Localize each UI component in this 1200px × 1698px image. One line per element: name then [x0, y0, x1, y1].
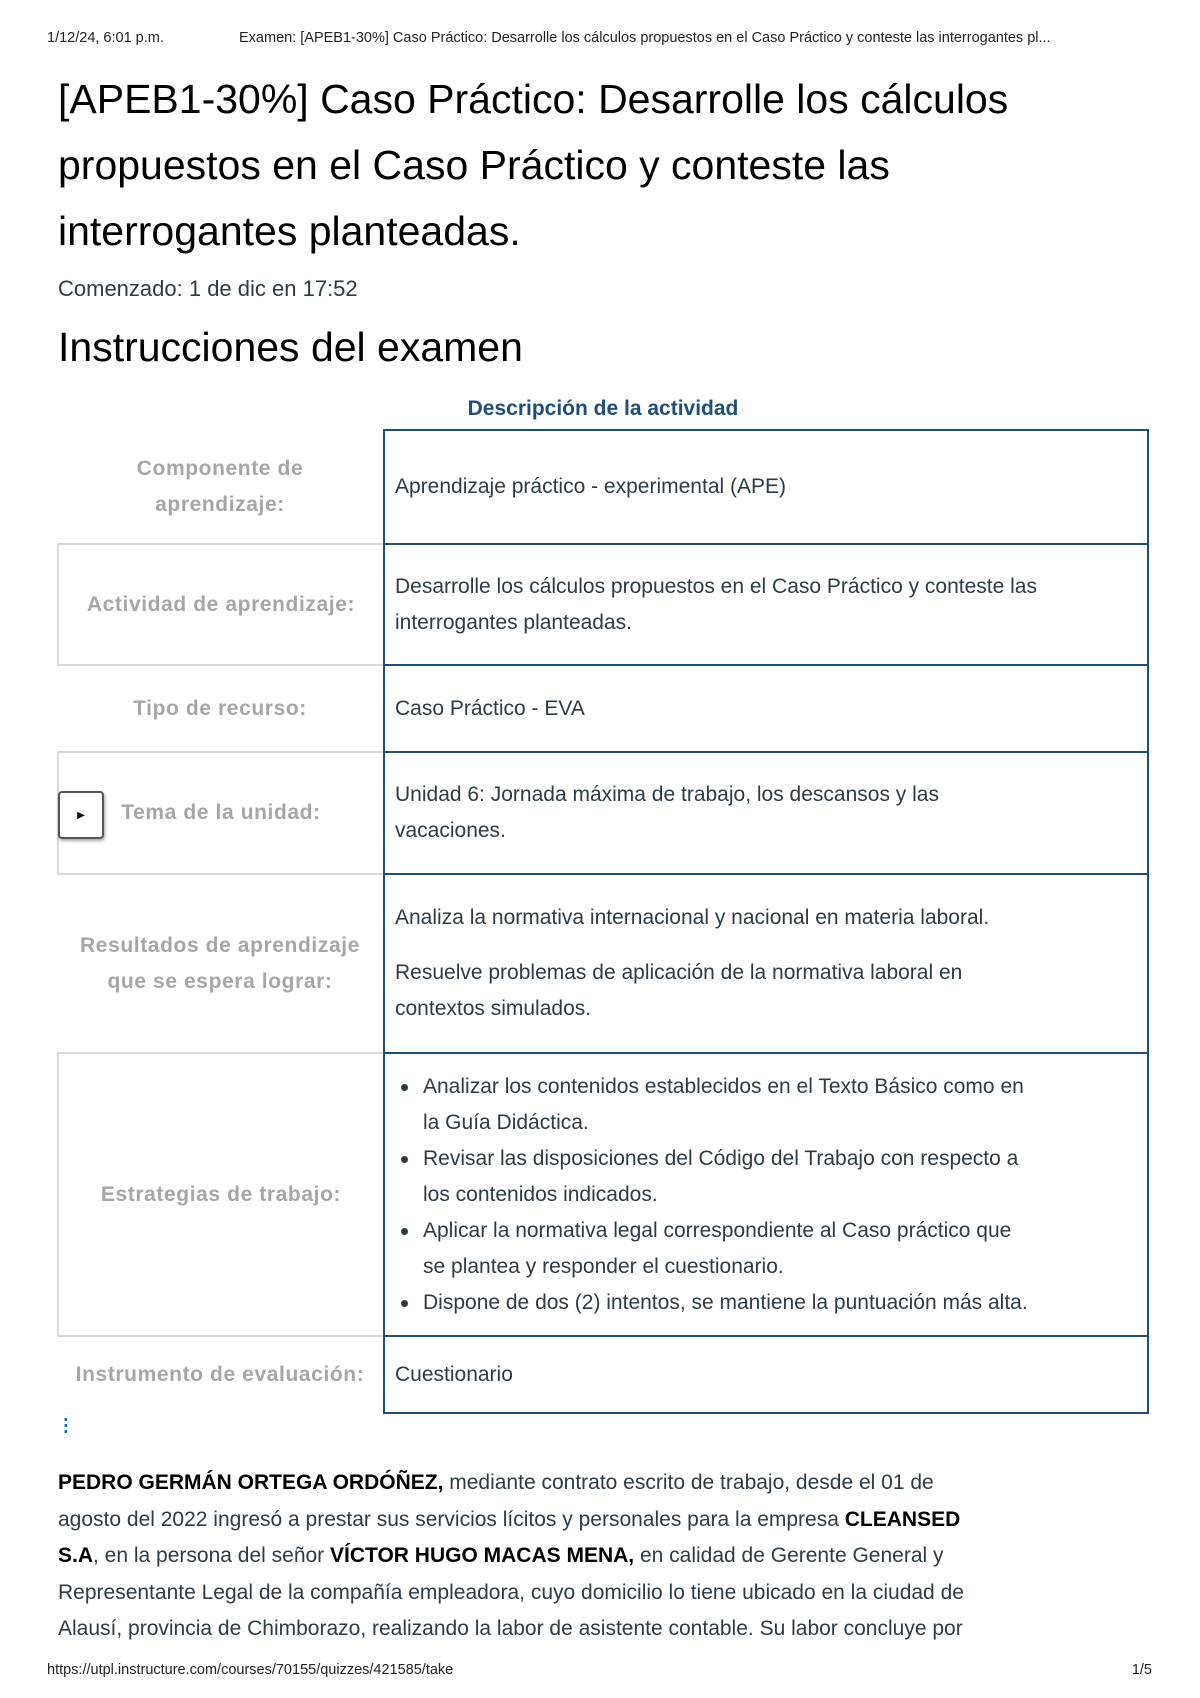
- list-item: [423, 1069, 1137, 1141]
- row-value-line: Unidad 6: Jornada máxima de trabajo, los descansos y las: [395, 783, 939, 806]
- page-number: 1/5: [1131, 1662, 1152, 1678]
- row-actividad: [57, 543, 1149, 666]
- row-value-text: Analiza la normativa internacional y nacional en materia laboral.: [395, 906, 990, 929]
- row-tema: [57, 751, 1149, 875]
- list-item: [423, 1285, 1137, 1321]
- case-text: Alausí, provincia de Chimborazo, realizando la labor de asistente contable. Su labor concluye por: [58, 1617, 963, 1640]
- instructions-heading: Instrucciones del examen: [58, 324, 523, 370]
- row-value-text: Cuestionario: [395, 1362, 513, 1386]
- list-item: [423, 1213, 1137, 1285]
- row-label: [57, 429, 383, 545]
- row-resultados: [57, 873, 1149, 1054]
- row-value: [383, 873, 1149, 1054]
- row-value: [383, 751, 1149, 875]
- page-title-line: [APEB1-30%] Caso Práctico: Desarrolle los cálculos: [58, 76, 1009, 122]
- row-label: Tema de la unidad:: [57, 751, 383, 875]
- row-label: Estrategias de trabajo:: [57, 1052, 383, 1337]
- row-value-text: Aprendizaje práctico - experimental (APE): [395, 475, 787, 498]
- row-value: [383, 1052, 1149, 1337]
- case-text: , en la persona del señor: [93, 1544, 331, 1567]
- row-label: Instrumento de evaluación:: [75, 1362, 365, 1386]
- list-item-line: los contenidos indicados.: [423, 1182, 658, 1206]
- page-title: [58, 66, 1118, 264]
- list-item-line: se plantea y responder el cuestionario.: [423, 1254, 784, 1278]
- row-value: [383, 543, 1149, 666]
- print-title: Examen: [APEB1-30%] Caso Práctico: Desarrolle los cálculos propuestos en el Caso Práctico y conteste las interrogantes pl...: [239, 30, 1051, 46]
- row-label: Tipo de recurso:: [133, 696, 307, 720]
- case-text-bold: VÍCTOR HUGO MACAS MENA,: [330, 1544, 635, 1567]
- row-label-line: Componente de: [136, 457, 304, 480]
- row-value-line: contextos simulados.: [395, 997, 592, 1020]
- row-componente: [57, 429, 1149, 545]
- row-tipo: [57, 664, 1149, 753]
- row-value-line: Resuelve problemas de aplicación de la normativa laboral en: [395, 961, 963, 984]
- list-item-line: la Guía Didáctica.: [423, 1110, 589, 1134]
- list-item-line: Dispone de dos (2) intentos, se mantiene la puntuación más alta.: [423, 1290, 1028, 1314]
- page-url: https://utpl.instructure.com/courses/70155/quizzes/421585/take: [47, 1662, 454, 1678]
- row-value: [383, 664, 1149, 753]
- play-triangle-icon: ▶: [77, 809, 85, 821]
- case-text: mediante contrato escrito de trabajo, desde el 01 de: [443, 1471, 934, 1494]
- row-value: [383, 1335, 1149, 1414]
- case-text-bold: S.A: [58, 1544, 94, 1567]
- page-title-line: interrogantes planteadas.: [58, 208, 521, 254]
- row-estrategias: [57, 1052, 1149, 1337]
- print-date: 1/12/24, 6:01 p.m.: [47, 30, 164, 46]
- row-label: [57, 873, 383, 1054]
- started-timestamp: Comenzado: 1 de dic en 17:52: [58, 276, 358, 301]
- row-value: [383, 429, 1149, 545]
- row-value-line: Desarrolle los cálculos propuestos en el Caso Práctico y conteste las: [395, 574, 1037, 598]
- drag-handle-icon[interactable]: ⁝: [62, 1413, 70, 1440]
- case-text-bold: PEDRO GERMÁN ORTEGA ORDÓÑEZ,: [58, 1471, 444, 1494]
- row-value-line: interrogantes planteadas.: [395, 610, 632, 634]
- list-item-line: Aplicar la normativa legal correspondiente al Caso práctico que: [423, 1218, 1012, 1242]
- case-statement: [58, 1465, 1118, 1648]
- row-value-line: vacaciones.: [395, 819, 506, 842]
- strategies-list: [395, 1069, 1137, 1321]
- list-item: [423, 1141, 1137, 1213]
- list-item-line: Revisar las disposiciones del Código del Trabajo con respecto a: [423, 1146, 1019, 1170]
- row-label-line: Resultados de aprendizaje: [80, 933, 360, 957]
- page-title-line: propuestos en el Caso Práctico y conteste las: [58, 142, 890, 188]
- row-label-line: aprendizaje:: [155, 493, 285, 516]
- case-text: en calidad de Gerente General y: [634, 1544, 944, 1567]
- description-caption: Descripción de la actividad: [467, 397, 739, 420]
- case-text: Representante Legal de la compañía empleadora, cuyo domicilio lo tiene ubicado en la ciudad de: [58, 1580, 964, 1604]
- row-instrumento: [57, 1335, 1149, 1414]
- row-value-text: Caso Práctico - EVA: [395, 696, 585, 720]
- case-text: agosto del 2022 ingresó a prestar sus servicios lícitos y personales para la empresa: [58, 1507, 845, 1531]
- row-label: Actividad de aprendizaje:: [57, 543, 383, 666]
- toggle-button[interactable]: [58, 791, 104, 839]
- row-label-line: que se espera lograr:: [107, 969, 333, 993]
- case-text-bold: CLEANSED: [844, 1507, 961, 1531]
- list-item-line: Analizar los contenidos establecidos en el Texto Básico como en: [423, 1074, 1024, 1098]
